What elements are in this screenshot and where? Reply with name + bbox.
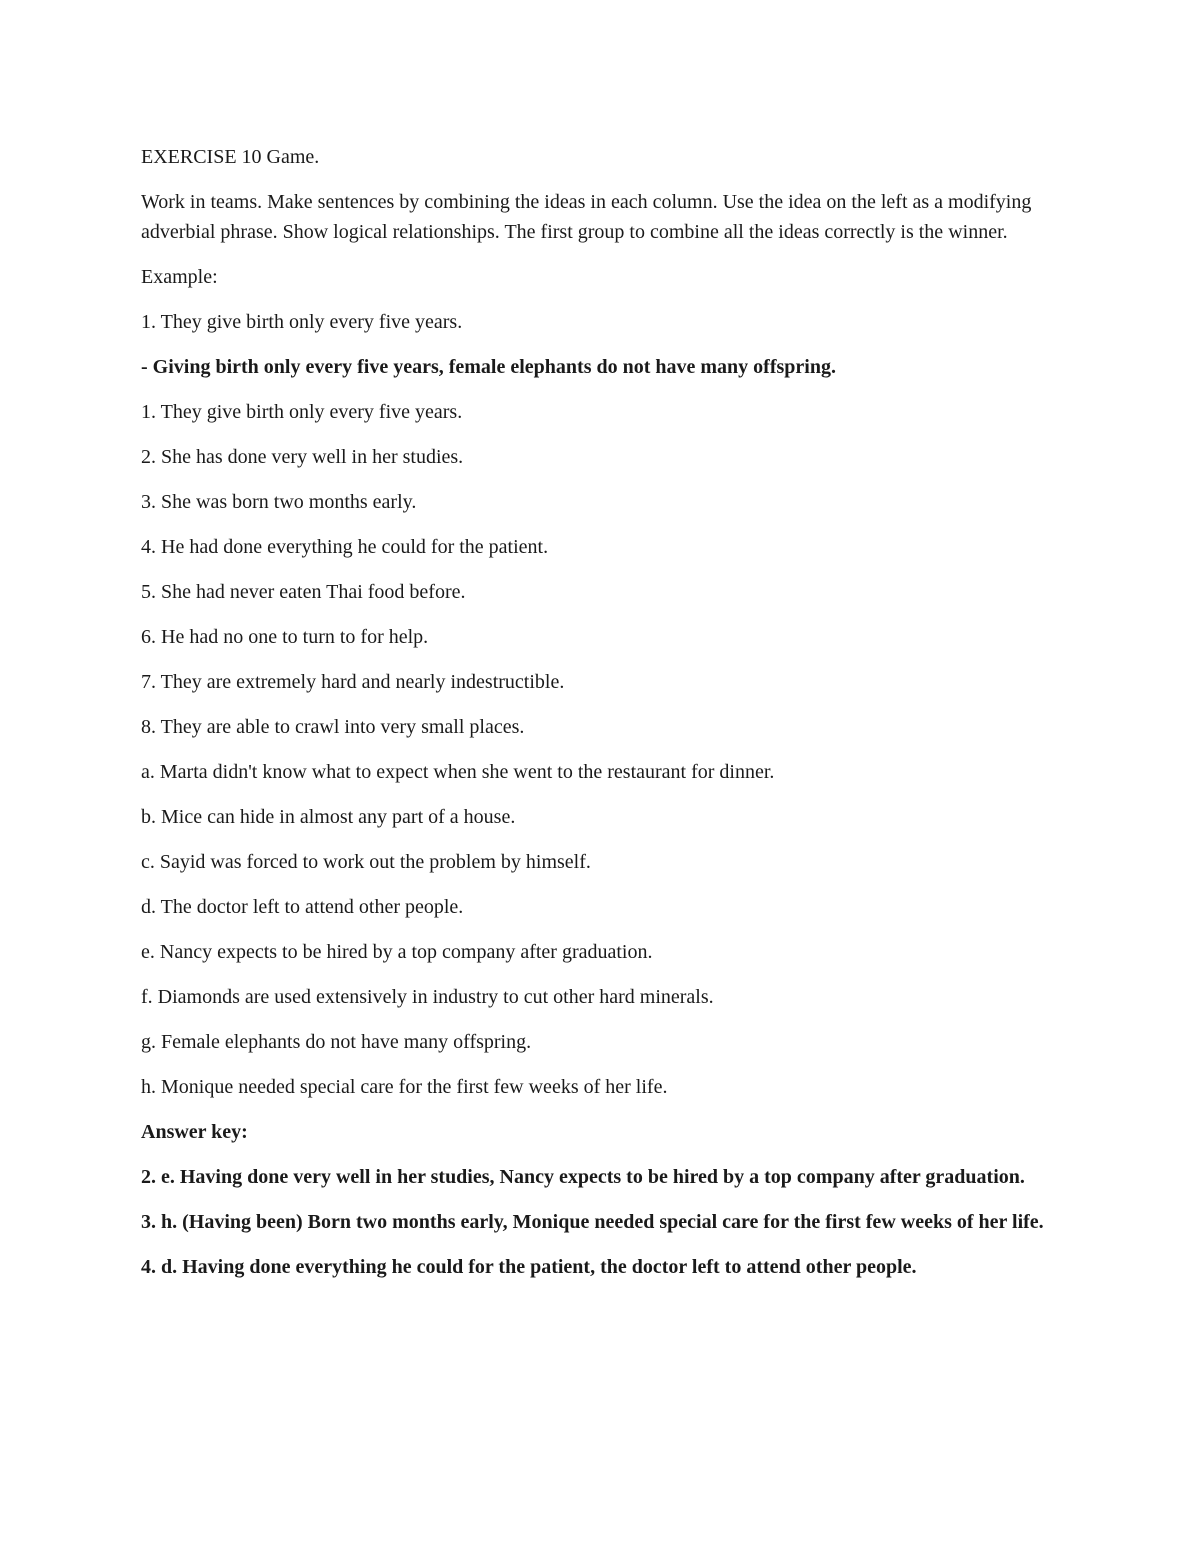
- document-body: [141, 143, 1071, 1298]
- example-item: 1. They give birth only every five years.: [141, 310, 463, 333]
- left-column-item: 3. She was born two months early.: [141, 490, 417, 513]
- left-column-item: 5. She had never eaten Thai food before.: [141, 580, 466, 603]
- right-column-item: g. Female elephants do not have many offspring.: [141, 1030, 532, 1053]
- left-column-item: 1. They give birth only every five years.: [141, 400, 463, 423]
- answer-item: 2. e. Having done very well in her studies, Nancy expects to be hired by a top company after graduation.: [141, 1165, 1025, 1188]
- answer-key-label: Answer key:: [141, 1120, 248, 1143]
- example-answer: - Giving birth only every five years, female elephants do not have many offspring.: [141, 355, 836, 378]
- right-column-item: a. Marta didn't know what to expect when she went to the restaurant for dinner.: [141, 760, 775, 783]
- exercise-title: EXERCISE 10 Game.: [141, 146, 320, 168]
- instructions-paragraph: Work in teams. Make sentences by combining the ideas in each column. Use the idea on the left as a modifying adverbial phrase. Show logical relationships. The first group to combine all the ideas correctly is the winner.: [141, 191, 1032, 243]
- example-label: Example:: [141, 265, 218, 288]
- right-column-item: h. Monique needed special care for the first few weeks of her life.: [141, 1075, 668, 1098]
- left-column-item: 8. They are able to crawl into very small places.: [141, 715, 525, 738]
- left-column-item: 2. She has done very well in her studies.: [141, 445, 464, 468]
- right-column-item: c. Sayid was forced to work out the problem by himself.: [141, 850, 591, 873]
- right-column-item: d. The doctor left to attend other people.: [141, 895, 464, 918]
- left-column-item: 7. They are extremely hard and nearly indestructible.: [141, 670, 565, 693]
- answer-item: 3. h. (Having been) Born two months early, Monique needed special care for the first few weeks of her life.: [141, 1210, 1044, 1233]
- right-column-item: e. Nancy expects to be hired by a top company after graduation.: [141, 940, 653, 963]
- left-column-item: 6. He had no one to turn to for help.: [141, 625, 429, 648]
- right-column-item: b. Mice can hide in almost any part of a house.: [141, 805, 516, 828]
- left-column-item: 4. He had done everything he could for the patient.: [141, 535, 549, 558]
- right-column-item: f. Diamonds are used extensively in industry to cut other hard minerals.: [141, 985, 714, 1008]
- answer-item: 4. d. Having done everything he could for the patient, the doctor left to attend other people.: [141, 1255, 917, 1278]
